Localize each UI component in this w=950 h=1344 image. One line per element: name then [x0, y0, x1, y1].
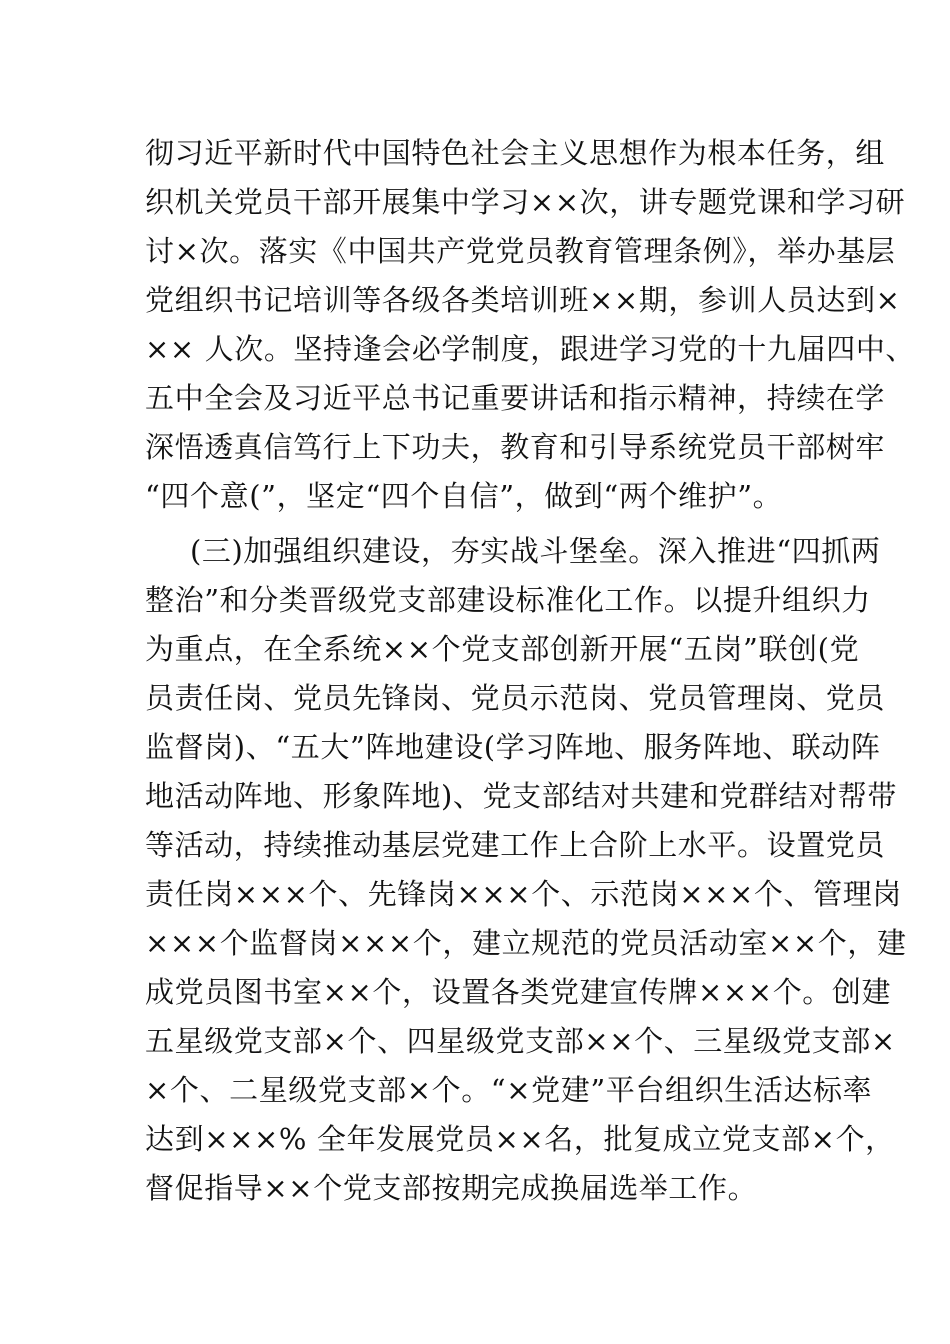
text-line: ×××个监督岗×××个，建立规范的党员活动室××个，建: [145, 926, 907, 960]
text-line: 员责任岗、党员先锋岗、党员示范岗、党员管理岗、党员: [145, 681, 886, 715]
text-line: 地活动阵地、形象阵地)、党支部结对共建和党群结对帮带: [145, 779, 897, 813]
text-line: ×个、二星级党支部×个。“×党建”平台组织生活达标率: [145, 1073, 873, 1107]
section-heading-line: (三)加强组织建设，夯实战斗堡垒。深入推进“四抓两: [190, 534, 881, 568]
text-line: 五中全会及习近平总书记重要讲话和指示精神，持续在学: [145, 381, 886, 415]
text-line: ×× 人次。坚持逢会必学制度，跟进学习党的十九届四中、: [145, 332, 916, 366]
text-line: 等活动，持续推动基层党建工作上合阶上水平。设置党员: [145, 828, 886, 862]
text-line: 达到×××% 全年发展党员××名，批复成立党支部×个，: [145, 1122, 895, 1156]
text-line: 五星级党支部×个、四星级党支部××个、三星级党支部×: [145, 1024, 896, 1058]
text-line: 彻习近平新时代中国特色社会主义思想作为根本任务，组: [145, 136, 886, 170]
text-line: 责任岗×××个、先锋岗×××个、示范岗×××个、管理岗: [145, 877, 902, 911]
text-line: 织机关党员干部开展集中学习××次，讲专题党课和学习研: [145, 185, 906, 219]
text-line: 整治”和分类晋级党支部建设标准化工作。以提升组织力: [145, 583, 871, 617]
text-line: 监督岗)、“五大”阵地建设(学习阵地、服务阵地、联动阵: [145, 730, 881, 764]
text-line: 成党员图书室××个，设置各类党建宣传牌×××个。创建: [145, 975, 892, 1009]
text-line: 为重点，在全系统××个党支部创新开展“五岗”联创(党: [145, 632, 860, 666]
text-line: 党组织书记培训等各级各类培训班××期，参训人员达到×: [145, 283, 901, 317]
text-line: 督促指导××个党支部按期完成换届选举工作。: [145, 1171, 758, 1205]
text-line: 讨×次。落实《中国共产党党员教育管理条例》，举办基层: [145, 234, 896, 268]
text-line: “四个意(”，坚定“四个自信”，做到“两个维护”。: [145, 479, 783, 513]
text-line: 深悟透真信笃行上下功夫，教育和引导系统党员干部树牢: [145, 430, 886, 464]
